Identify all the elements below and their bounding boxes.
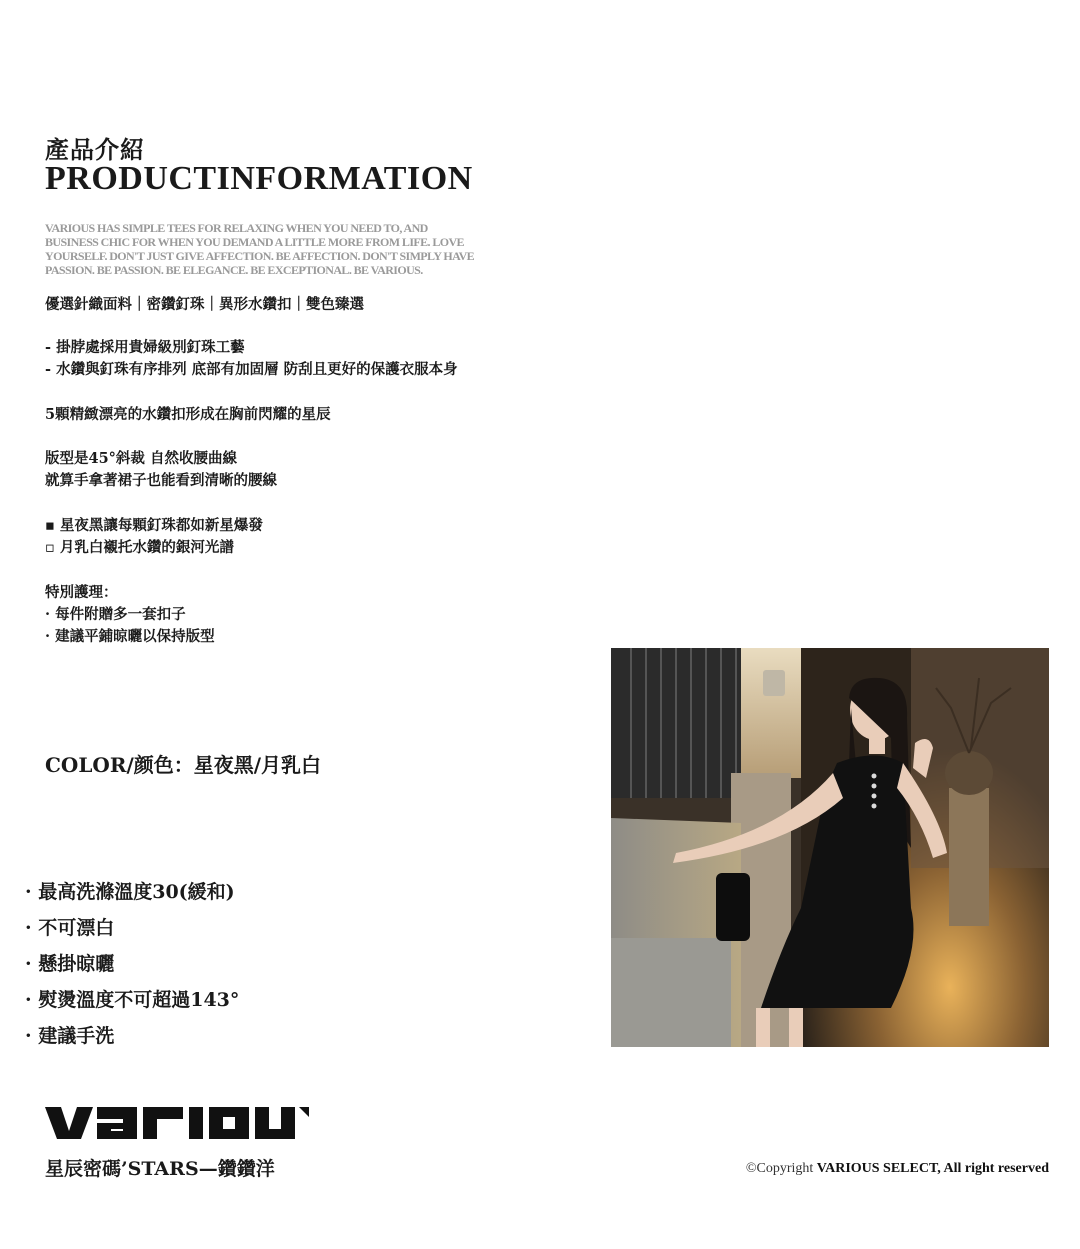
care-instructions bbox=[25, 878, 239, 1058]
special-care bbox=[45, 582, 215, 648]
care-item: · 最高洗滌溫度30(緩和) bbox=[25, 881, 235, 903]
button-detail: 5顆精緻漂亮的水鑽扣形成在胸前閃耀的星辰 bbox=[45, 406, 331, 423]
cut-details bbox=[45, 448, 277, 492]
care-item: · 不可漂白 bbox=[25, 917, 115, 939]
brand-slogan: 星辰密碼’STARS—鑽鑽洋 bbox=[45, 1158, 275, 1180]
product-photo bbox=[611, 648, 1049, 1047]
cut-line: 版型是45°斜裁 自然收腰曲線 bbox=[45, 450, 237, 467]
color-desc-line: ▪ 星夜黑讓每顆釘珠都如新星爆發 bbox=[45, 517, 263, 534]
care-item: · 建議手洗 bbox=[25, 1025, 115, 1047]
copyright-brand: VARIOUS SELECT, All right reserved bbox=[816, 1161, 1049, 1176]
cut-line: 就算手拿著裙子也能看到清晰的腰線 bbox=[45, 472, 277, 489]
care-item: · 懸掛晾曬 bbox=[25, 953, 115, 975]
copyright-notice bbox=[746, 1161, 1049, 1177]
care-item: · 熨燙溫度不可超過143° bbox=[25, 989, 240, 1011]
craft-line: - 掛脖處採用貴婦級別釘珠工藝 bbox=[45, 339, 245, 356]
blurb-line: YOURSELF. DON'T JUST GIVE AFFECTION. BE AFFECTION. DON'T SIMPLY HAVE bbox=[45, 249, 475, 263]
title-english: PRODUCTINFORMATION bbox=[45, 160, 473, 197]
color-details bbox=[45, 515, 263, 559]
feature-highlights: 優選針織面料｜密鑽釘珠｜異形水鑽扣｜雙色臻選 bbox=[45, 296, 364, 313]
copyright-prefix: ©Copyright bbox=[745, 1161, 814, 1176]
model-in-dress-image bbox=[611, 648, 1049, 1047]
blurb-line: PASSION. BE PASSION. BE ELEGANCE. BE EXCEPTIONAL. BE VARIOUS. bbox=[45, 263, 423, 277]
craft-details bbox=[45, 337, 458, 381]
brand-logo-image bbox=[45, 1103, 309, 1143]
craft-line: - 水鑽與釘珠有序排列 底部有加固層 防刮且更好的保護衣服本身 bbox=[45, 361, 458, 378]
various-logo bbox=[45, 1103, 309, 1147]
special-care-title: 特別護理： bbox=[45, 584, 118, 601]
title-chinese: 產品介紹 bbox=[45, 135, 145, 164]
special-care-line: · 建議平鋪晾曬以保持版型 bbox=[45, 628, 215, 645]
blurb-line: VARIOUS HAS SIMPLE TEES FOR RELAXING WHEN YOU NEED TO, AND bbox=[45, 221, 428, 235]
special-care-line: · 每件附贈多一套扣子 bbox=[45, 606, 186, 623]
color-options: COLOR/颜色：星夜黑/月乳白 bbox=[45, 753, 322, 777]
brand-blurb bbox=[45, 221, 515, 277]
blurb-line: BUSINESS CHIC FOR WHEN YOU DEMAND A LITTLE MORE FROM LIFE. LOVE bbox=[45, 235, 464, 249]
color-desc-line: ▫ 月乳白襯托水鑽的銀河光譜 bbox=[45, 539, 234, 556]
